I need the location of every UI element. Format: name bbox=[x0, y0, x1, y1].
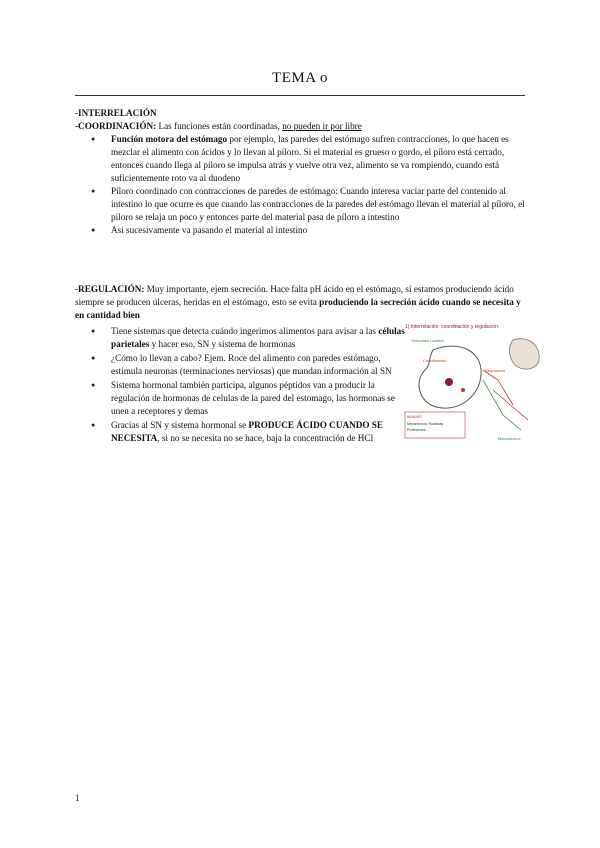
list-item-text: Píloro coordinado con contracciones de paredes de estómago: Cuando interesa vaciar parte del contenido al intestino lo que ocurre es que cuando las contracciones de la paredes del estómago llevan el material al píloro, el píloro se relaja un poco y entonces parte del material pasa de píloro a intestino bbox=[111, 186, 525, 222]
info-box-title: MINIMO bbox=[407, 414, 422, 419]
list-item-text: por ejemplo, las paredes del estómago sufren contracciones, lo que hacen es mezclar el alimento con ácidos y lo llevan al píloro. Si el material es grueso o gordo, el píloro está cerrado, entonces cuando llega al píloro se impulsa atrás y vuelve otra vez, alimento se va rompiendo, cuando está suficientemente roto va al duodeno bbox=[111, 134, 509, 183]
stomach-outline-icon bbox=[419, 346, 481, 408]
page-number: 1 bbox=[75, 793, 80, 803]
list-item-bold: Función motora del estómago bbox=[111, 134, 228, 144]
regulacion-bold-end: produciendo la secreción ácido cuando se necesita y en cantidad bien bbox=[75, 297, 521, 320]
list-item-bold: células parietales bbox=[111, 326, 405, 349]
regulacion-label: -REGULACIÓN: bbox=[75, 284, 145, 294]
arrow-icon bbox=[483, 380, 521, 430]
diagram-label: Vesículas/ parietal bbox=[411, 338, 444, 343]
diagram-heading: 1) Interrelación: coordinación y regulación: bbox=[405, 324, 500, 330]
list-item-text: Tiene sistemas que detecta cuándo ingerimos alimentos para avisar a las bbox=[111, 326, 379, 336]
diagram-svg bbox=[403, 320, 543, 448]
regulacion-list-container bbox=[75, 325, 405, 446]
coordinacion-underlined: no pueden ir por libre bbox=[282, 121, 362, 131]
list-item bbox=[111, 325, 405, 351]
list-item-text: y hacer eso, SN y sistema de hormonas bbox=[149, 339, 296, 349]
section-coordinacion bbox=[75, 107, 527, 237]
info-box-line: Mecanismos/ Rotativas bbox=[407, 422, 444, 426]
list-item bbox=[111, 133, 527, 185]
regulacion-list bbox=[75, 325, 405, 445]
page-title: TEMA o bbox=[272, 70, 328, 86]
list-item-text: Así sucesivamente va pasando el material al intestino bbox=[111, 225, 308, 235]
dog-head-icon bbox=[509, 339, 539, 369]
interrelacion-heading: -INTERRELACIÓN bbox=[75, 108, 157, 118]
diagram-label: Coordinación bbox=[423, 358, 447, 363]
list-item-bold: PRODUCE ÁCIDO CUANDO SE NECESITA bbox=[111, 420, 384, 443]
list-item bbox=[111, 419, 405, 445]
list-item-text: Gracias al SN y sistema hormonal se bbox=[111, 420, 249, 430]
list-item-text: , si no se necesita no se hace, baja la concentración de HCl bbox=[157, 433, 374, 443]
regulacion-paragraph bbox=[75, 283, 527, 322]
list-item-text: Sistema hormonal también participa, algunos péptidos van a producir la regulación de hormonas de celulas de la pared del estomago, las hormonas se unen a receptores y demas bbox=[111, 380, 395, 416]
cell-dot-icon bbox=[461, 388, 465, 392]
coordinacion-text: Las funciones están coordinadas, bbox=[156, 121, 283, 131]
list-item bbox=[111, 224, 527, 237]
cell-dot-icon bbox=[445, 378, 453, 386]
list-item-text: ¿Cómo lo llevan a cabo? Ejem. Roce del alimento con paredes estómago, estimula neuronas (terminaciones nerviosas) que mandan información al SN bbox=[111, 353, 392, 376]
coordinacion-list bbox=[75, 133, 527, 237]
list-item bbox=[111, 185, 527, 224]
title-divider bbox=[75, 95, 525, 96]
regulacion-text: Muy importante, ejem secreción. Hace falta pH ácido en el estómago, si estamos produciendo ácido siempre se producen úlceras, heridas en el estómago, esto se evita bbox=[75, 284, 514, 307]
list-item bbox=[111, 352, 405, 378]
coordinacion-label: -COORDINACIÓN: bbox=[75, 121, 157, 131]
coordinacion-paragraph bbox=[75, 120, 527, 133]
arrow-icon bbox=[493, 390, 528, 420]
diagram-label: Regulación bbox=[485, 368, 506, 373]
stomach-regulation-diagram bbox=[403, 320, 543, 448]
info-box-line: Profesiones ... bbox=[407, 428, 430, 432]
diagram-label: Mecanismos bbox=[498, 436, 521, 441]
list-item bbox=[111, 379, 405, 418]
